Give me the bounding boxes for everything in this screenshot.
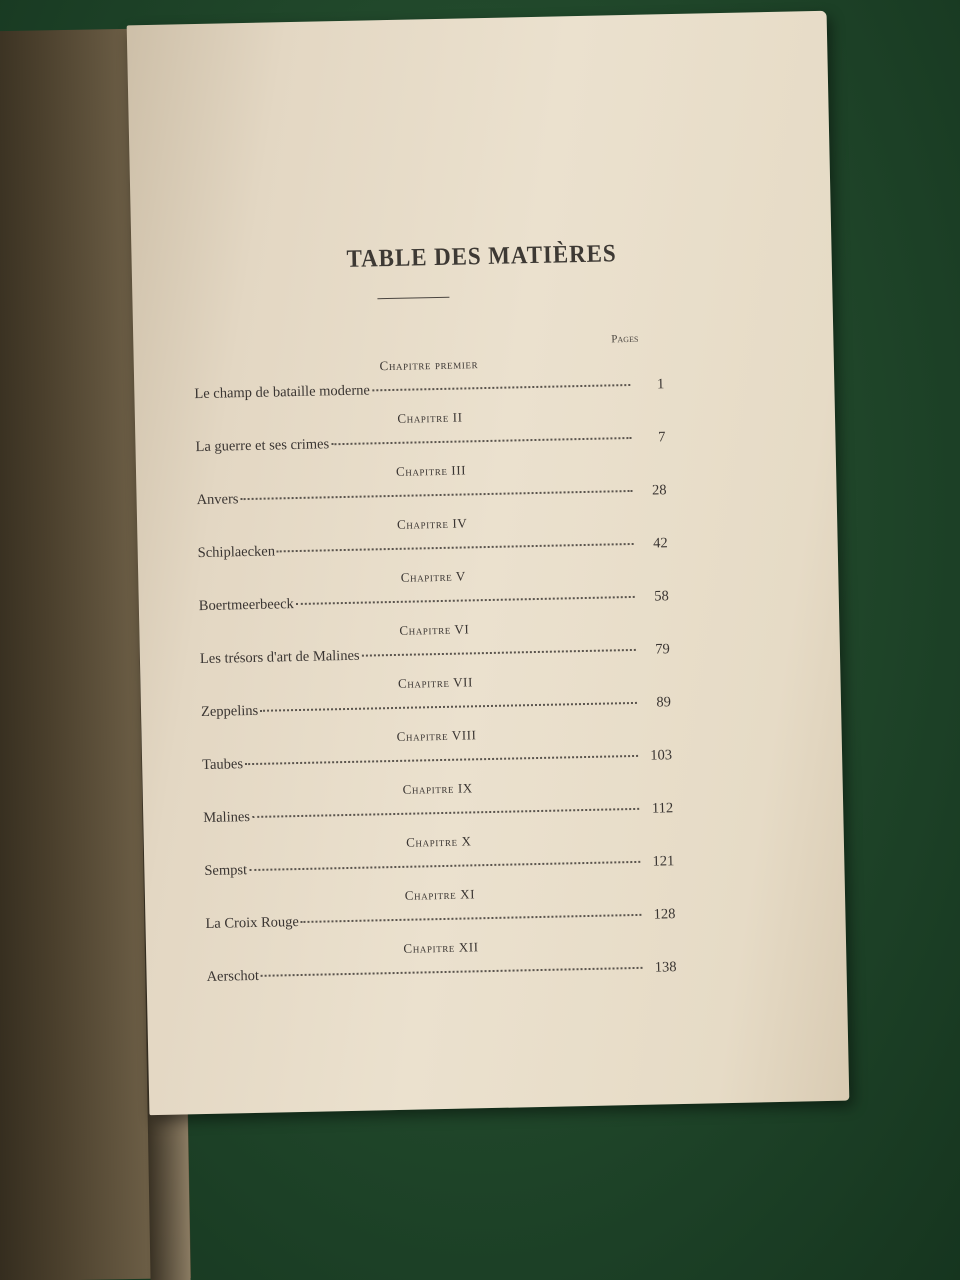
toc-entry: [194, 352, 665, 415]
chapter-heading: Chapitre IX: [402, 780, 473, 797]
chapter-title: Anvers: [196, 491, 239, 509]
dot-leader: [372, 384, 630, 391]
toc-line: [200, 641, 670, 668]
toc-entry: [201, 723, 672, 786]
dot-leader: [249, 861, 640, 871]
chapter-heading: Chapitre II: [397, 409, 463, 426]
chapter-title: Malines: [203, 809, 251, 827]
chapter-heading: Chapitre X: [406, 833, 472, 850]
chapter-title: Sempst: [204, 862, 248, 880]
chapter-title: Boertmeerbeeck: [198, 596, 295, 615]
toc-entry: [198, 564, 669, 627]
page-title: TABLE DES MATIÈRES: [346, 240, 617, 273]
toc-entry: [195, 405, 666, 468]
chapter-heading: Chapitre premier: [379, 356, 479, 374]
dot-leader: [261, 967, 643, 977]
chapter-heading: Chapitre VII: [397, 674, 474, 691]
chapter-heading: Chapitre V: [400, 568, 466, 585]
page-number: 103: [650, 747, 673, 764]
dot-leader: [296, 596, 635, 605]
toc-line: [194, 376, 664, 403]
page-number: 7: [657, 429, 666, 446]
page-number: 138: [654, 959, 677, 976]
dot-leader: [362, 649, 636, 657]
toc-list: [194, 352, 677, 998]
table-of-contents-page: [127, 11, 850, 1115]
toc-line: [202, 747, 672, 774]
title-rule: [377, 297, 449, 300]
toc-line: [199, 588, 669, 615]
toc-line: [204, 853, 674, 880]
page-number: 128: [653, 906, 676, 923]
toc-entry: [203, 776, 674, 839]
chapter-title: Aerschot: [206, 967, 260, 985]
page-number: 112: [651, 800, 674, 817]
toc-line: [198, 535, 668, 562]
dot-leader: [277, 543, 634, 552]
toc-line: [196, 482, 666, 509]
dot-leader: [331, 437, 631, 445]
toc-entry: [200, 670, 671, 733]
page-number: 58: [654, 588, 669, 605]
chapter-title: Taubes: [202, 756, 244, 774]
dot-leader: [260, 702, 637, 712]
chapter-title: Le champ de bataille moderne: [194, 382, 371, 403]
toc-line: [195, 429, 665, 456]
toc-line: [206, 959, 676, 986]
page-number: 28: [651, 482, 667, 499]
chapter-title: Les trésors d'art de Malines: [199, 647, 360, 668]
dot-leader: [252, 808, 639, 818]
page-number: 121: [652, 853, 675, 870]
toc-entry: [205, 882, 676, 945]
toc-entry: [199, 617, 670, 680]
chapter-title: Schiplaecken: [197, 543, 276, 562]
page-number: 79: [655, 641, 671, 658]
page-number: 1: [656, 376, 665, 393]
chapter-heading: Chapitre XI: [404, 886, 476, 903]
page-number: 42: [652, 535, 668, 552]
toc-entry: [196, 458, 667, 521]
chapter-heading: Chapitre IV: [396, 515, 468, 532]
pages-column-label: Pages: [611, 332, 639, 346]
chapter-heading: Chapitre VI: [399, 621, 470, 638]
toc-line: [201, 694, 671, 721]
toc-entry: [204, 829, 675, 892]
toc-entry: [197, 511, 668, 574]
toc-line: [205, 906, 675, 933]
chapter-heading: Chapitre XII: [403, 939, 479, 956]
toc-entry: [206, 935, 677, 998]
dot-leader: [240, 490, 632, 500]
chapter-title: Zeppelins: [200, 702, 259, 721]
chapter-title: La Croix Rouge: [205, 914, 300, 932]
chapter-title: La guerre et ses crimes: [195, 436, 330, 456]
toc-line: [203, 800, 673, 827]
dot-leader: [301, 914, 642, 923]
dot-leader: [245, 755, 638, 765]
page-content: [127, 11, 850, 1115]
chapter-heading: Chapitre VIII: [396, 727, 477, 744]
page-number: 89: [656, 694, 672, 711]
chapter-heading: Chapitre III: [395, 462, 467, 479]
